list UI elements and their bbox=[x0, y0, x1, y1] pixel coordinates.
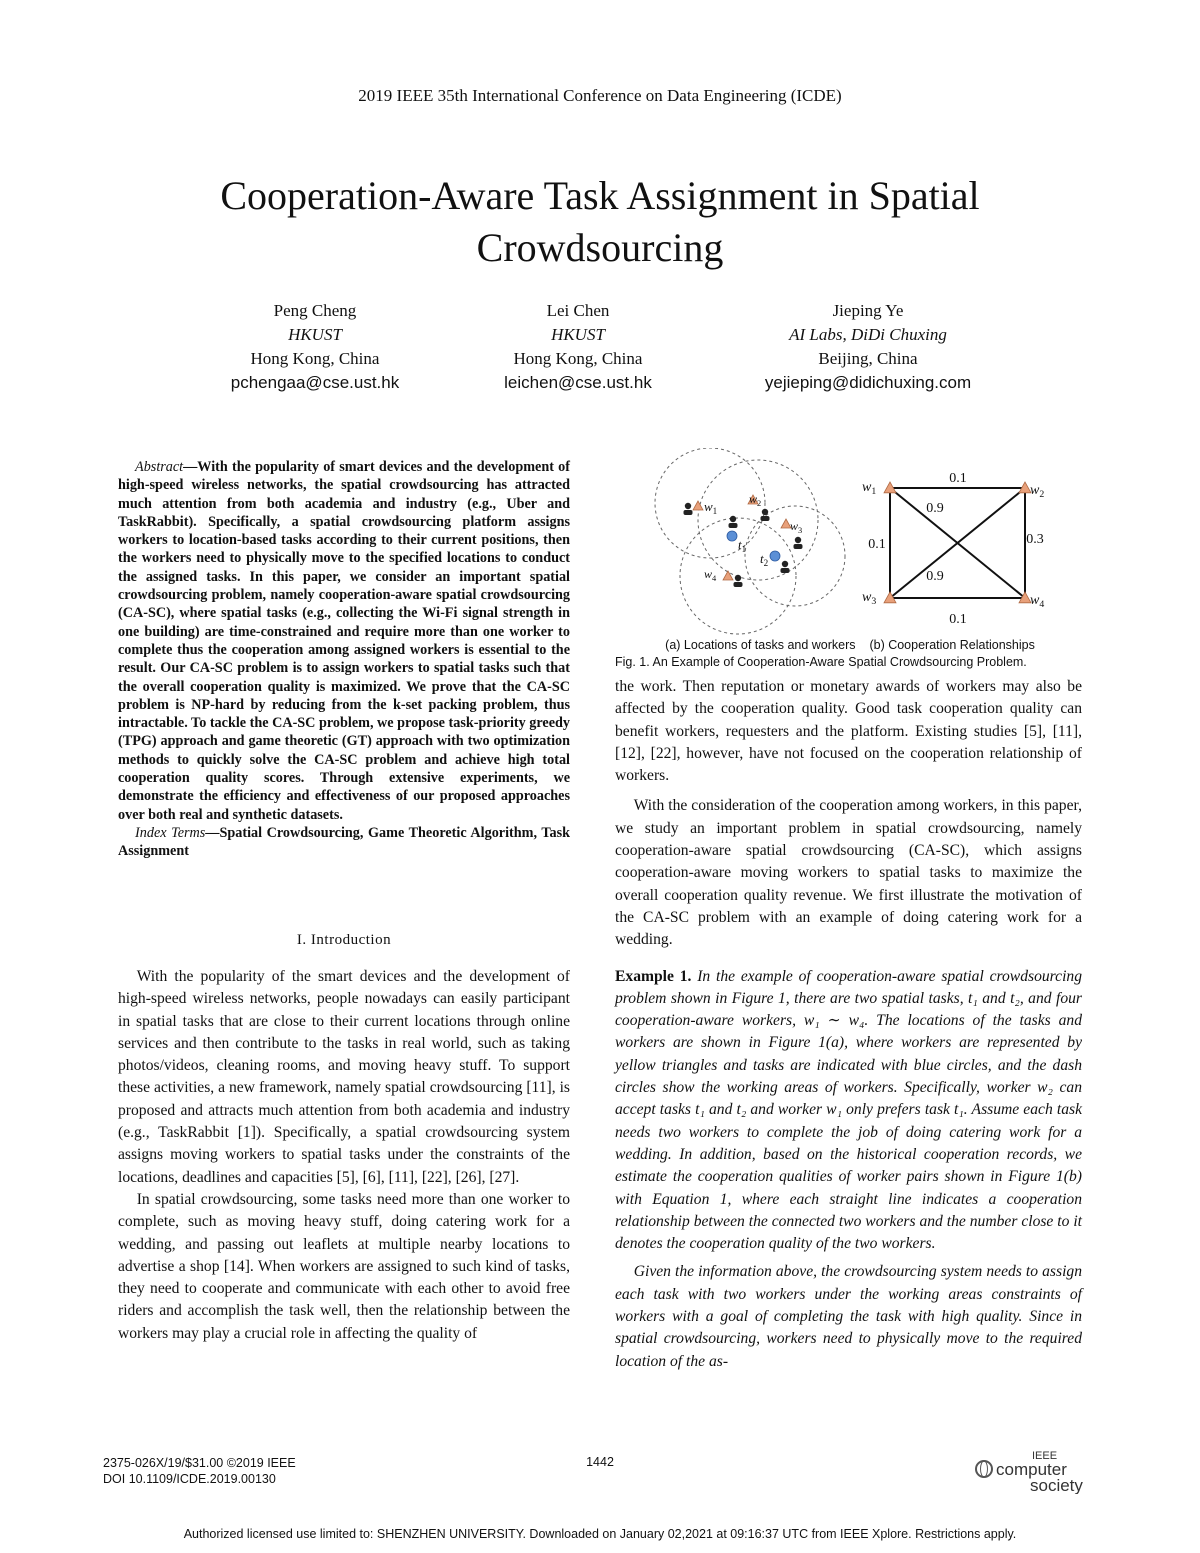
edge-quality-label: 0.9 bbox=[926, 501, 944, 516]
author-name: Lei Chen bbox=[546, 301, 610, 320]
node-label: $w_2$ bbox=[749, 492, 762, 508]
node-label: $w_2$ bbox=[1030, 483, 1045, 500]
task-circle-icon bbox=[770, 551, 780, 561]
paragraph: the work. Then reputation or monetary awards of workers may also be affected by the cooperation quality. Good task cooperation quality can benefit workers, requesters and the platform. Existing studies [5], [11], [12], [22], however, have not focused on the cooperation relationship of workers. bbox=[615, 678, 1082, 785]
edge-quality-label: 0.9 bbox=[926, 569, 944, 584]
person-icon bbox=[794, 537, 803, 549]
logo-text-bot: society bbox=[1030, 1476, 1083, 1494]
figure-subcaptions bbox=[615, 638, 1085, 652]
footer-doi: DOI 10.1109/ICDE.2019.00130 bbox=[103, 1472, 276, 1486]
logo-globe-meridian bbox=[981, 1461, 988, 1477]
index-terms-text: —Spatial Crowdsourcing, Game Theoretic Algorithm, Task Assignment bbox=[118, 824, 570, 860]
edge-quality-label: 0.3 bbox=[1026, 532, 1044, 547]
footer-copyright bbox=[103, 1455, 296, 1487]
section-heading: I. Introduction bbox=[296, 932, 392, 948]
subcaption-a: (a) Locations of tasks and workers bbox=[665, 638, 856, 652]
figure-1 bbox=[640, 448, 1080, 638]
author-email: yejieping@didichuxing.com bbox=[764, 373, 972, 392]
working-area-circle bbox=[698, 460, 818, 580]
person-icon bbox=[684, 503, 693, 515]
figure-caption: Fig. 1. An Example of Cooperation-Aware Spatial Crowdsourcing Problem. bbox=[615, 655, 1027, 669]
author-location: Beijing, China bbox=[818, 349, 918, 368]
example-label: Example 1. bbox=[615, 967, 692, 985]
logo-globe-icon bbox=[976, 1461, 992, 1477]
author-name: Peng Cheng bbox=[273, 301, 357, 320]
node-label: $w_3$ bbox=[862, 590, 877, 607]
node-label: $w_4$ bbox=[704, 567, 717, 583]
paper-title: Cooperation-Aware Task Assignment in Spatial Crowdsourcing bbox=[220, 173, 980, 270]
author-affiliation: HKUST bbox=[288, 325, 342, 344]
subcaption-b: (b) Cooperation Relationships bbox=[869, 638, 1035, 652]
author-1 bbox=[165, 299, 465, 395]
worker-triangle-icon bbox=[693, 501, 703, 510]
conference-header: 2019 IEEE 35th International Conference on Data Engineering (ICDE) bbox=[358, 86, 842, 105]
author-name: Jieping Ye bbox=[832, 301, 904, 320]
author-email: pchengaa@cse.ust.hk bbox=[230, 373, 400, 392]
right-column-text bbox=[615, 676, 1082, 1373]
edge-quality-label: 0.1 bbox=[868, 537, 886, 552]
page-number: 1442 bbox=[586, 1455, 614, 1469]
person-icon bbox=[761, 509, 770, 521]
node-label: $t_2$ bbox=[760, 551, 769, 568]
node-label: $w_4$ bbox=[1030, 593, 1045, 610]
paragraph: With the popularity of the smart devices and the development of high-speed wireless networks, people nowadays can easily participant in spatial tasks that are close to their current locations through online services and then contribute to the tasks in real world, such as taking photos/videos, cleaning rooms, and moving heavy stuff. To support these activities, a new framework, namely spatial crowdsourcing [11], is proposed and attracts much attention from both academia and industry (e.g., TaskRabbit [1]). Specifically, a spatial crowdsourcing system assigns moving workers to spatial tasks under the constraints of the locations, deadlines and capacities [5], [6], [11], [22], [26], [27]. bbox=[118, 968, 570, 1186]
footer-issn: 2375-026X/19/$31.00 ©2019 IEEE bbox=[103, 1456, 296, 1470]
abstract bbox=[118, 458, 570, 861]
task-circle-icon bbox=[727, 531, 737, 541]
logo-text-top: IEEE bbox=[1032, 1450, 1058, 1462]
author-location: Hong Kong, China bbox=[250, 349, 380, 368]
author-2 bbox=[428, 299, 728, 395]
paragraph: Given the information above, the crowdsourcing system needs to assign each task with two workers under the working areas constraints of workers with a goal of completing the task with high quality. Since in spatial crowdsourcing, workers need to physically move to the required location of the as- bbox=[615, 1263, 1082, 1370]
node-label: $w_1$ bbox=[704, 499, 718, 516]
author-email: leichen@cse.ust.hk bbox=[504, 373, 652, 392]
author-affiliation: HKUST bbox=[551, 325, 605, 344]
person-icon bbox=[781, 561, 790, 573]
node-label: $t_1$ bbox=[738, 537, 747, 554]
example-1 bbox=[615, 966, 1082, 1256]
logo-text-mid: computer bbox=[996, 1460, 1067, 1479]
example-text: In the example of cooperation-aware spatial crowdsourcing problem shown in Figure 1, there are two spatial tasks, t₁ and t₂, and four cooperation-aware workers, w₁ ∼ w₄. The locations of the tasks and workers are shown in Figure 1(a), where workers are represented by yellow triangles and tasks are indicated with blue circles, and the dash circles show the working areas of workers. Specifically, worker w₂ can accept tasks t₁ and t₂ and worker w₁ only prefers task t₁. Assume each task needs two workers to complete the job of doing catering work for a wedding. In addition, based on the historical cooperation records, we estimate the cooperation qualities of worker pairs shown in Figure 1(b) with Equation 1, where each straight line indicates a cooperation relationship between the connected two workers and the number close to it denotes the cooperation quality of the two workers. bbox=[615, 967, 1082, 1253]
author-location: Hong Kong, China bbox=[513, 349, 643, 368]
authorization-notice: Authorized licensed use limited to: SHENZHEN UNIVERSITY. Downloaded on January 02,2021 at 09:16:37 UTC from IEEE Xplore. Restrictions apply. bbox=[183, 1527, 1017, 1541]
figure-1a-locations bbox=[655, 448, 845, 634]
worker-triangle-icon bbox=[723, 571, 733, 580]
abstract-text: —With the popularity of smart devices and the development of high-speed wireless networks, the spatial crowdsourcing has attracted much attention from both academia and industry (e.g., Uber and TaskRabbit). Specifically, a spatial crowdsourcing platform assigns workers to location-based tasks according to their current positions, then the workers need to physically move to the specified locations to conduct the assigned tasks. In this paper, we consider an important spatial crowdsourcing problem, namely cooperation-aware spatial crowdsourcing (CA-SC), where spatial tasks (e.g., collecting the Wi-Fi signal strength in one building) are time-constrained and require more than one worker to complete thus the cooperation among assigned workers is essential to the result. Our CA-SC problem is to assign workers to spatial tasks such that the overall cooperation quality is maximized. We prove that the CA-SC problem is NP-hard by reducing from the k-set packing problem, thus intractable. To tackle the CA-SC problem, we propose task-priority greedy (TPG) approach and game theoretic (GT) approach with two optimization methods to quickly solve the CA-SC problem and achieve high total cooperation quality scores. Through extensive experiments, we demonstrate the efficiency and effectiveness of our proposed approaches over both real and synthetic datasets. bbox=[118, 459, 571, 823]
paragraph: With the consideration of the cooperation among workers, in this paper, we study an important problem in spatial crowdsourcing, namely cooperation-aware spatial crowdsourcing (CA-SC), which assigns cooperation-aware moving workers to spatial tasks to maximize the overall cooperation quality revenue. We first illustrate the motivation of the CA-SC problem with an example of doing catering work for a wedding. bbox=[615, 797, 1082, 949]
index-terms-label: Index Terms bbox=[135, 824, 206, 841]
edge-quality-label: 0.1 bbox=[949, 471, 967, 486]
author-3 bbox=[718, 299, 1018, 395]
ieee-computer-society-logo bbox=[972, 1448, 1097, 1494]
author-affiliation: AI Labs, DiDi Chuxing bbox=[789, 325, 947, 344]
node-label: $w_3$ bbox=[790, 519, 803, 535]
node-label: $w_1$ bbox=[862, 480, 877, 497]
paragraph: In spatial crowdsourcing, some tasks need more than one worker to complete, such as moving heavy stuff, doing catering work for a wedding, and passing out leaflets at multiple nearby locations to advertise a shop [14]. When workers are assigned to such kind of tasks, they need to cooperate and communicate with each other to avoid free riders and accomplish the task well, then the relationship between the workers may play a crucial role in affecting the quality of bbox=[118, 1190, 570, 1342]
edge-quality-label: 0.1 bbox=[949, 612, 967, 627]
abstract-label: Abstract bbox=[135, 459, 184, 475]
intro-text bbox=[118, 966, 570, 1345]
person-icon bbox=[734, 575, 743, 587]
